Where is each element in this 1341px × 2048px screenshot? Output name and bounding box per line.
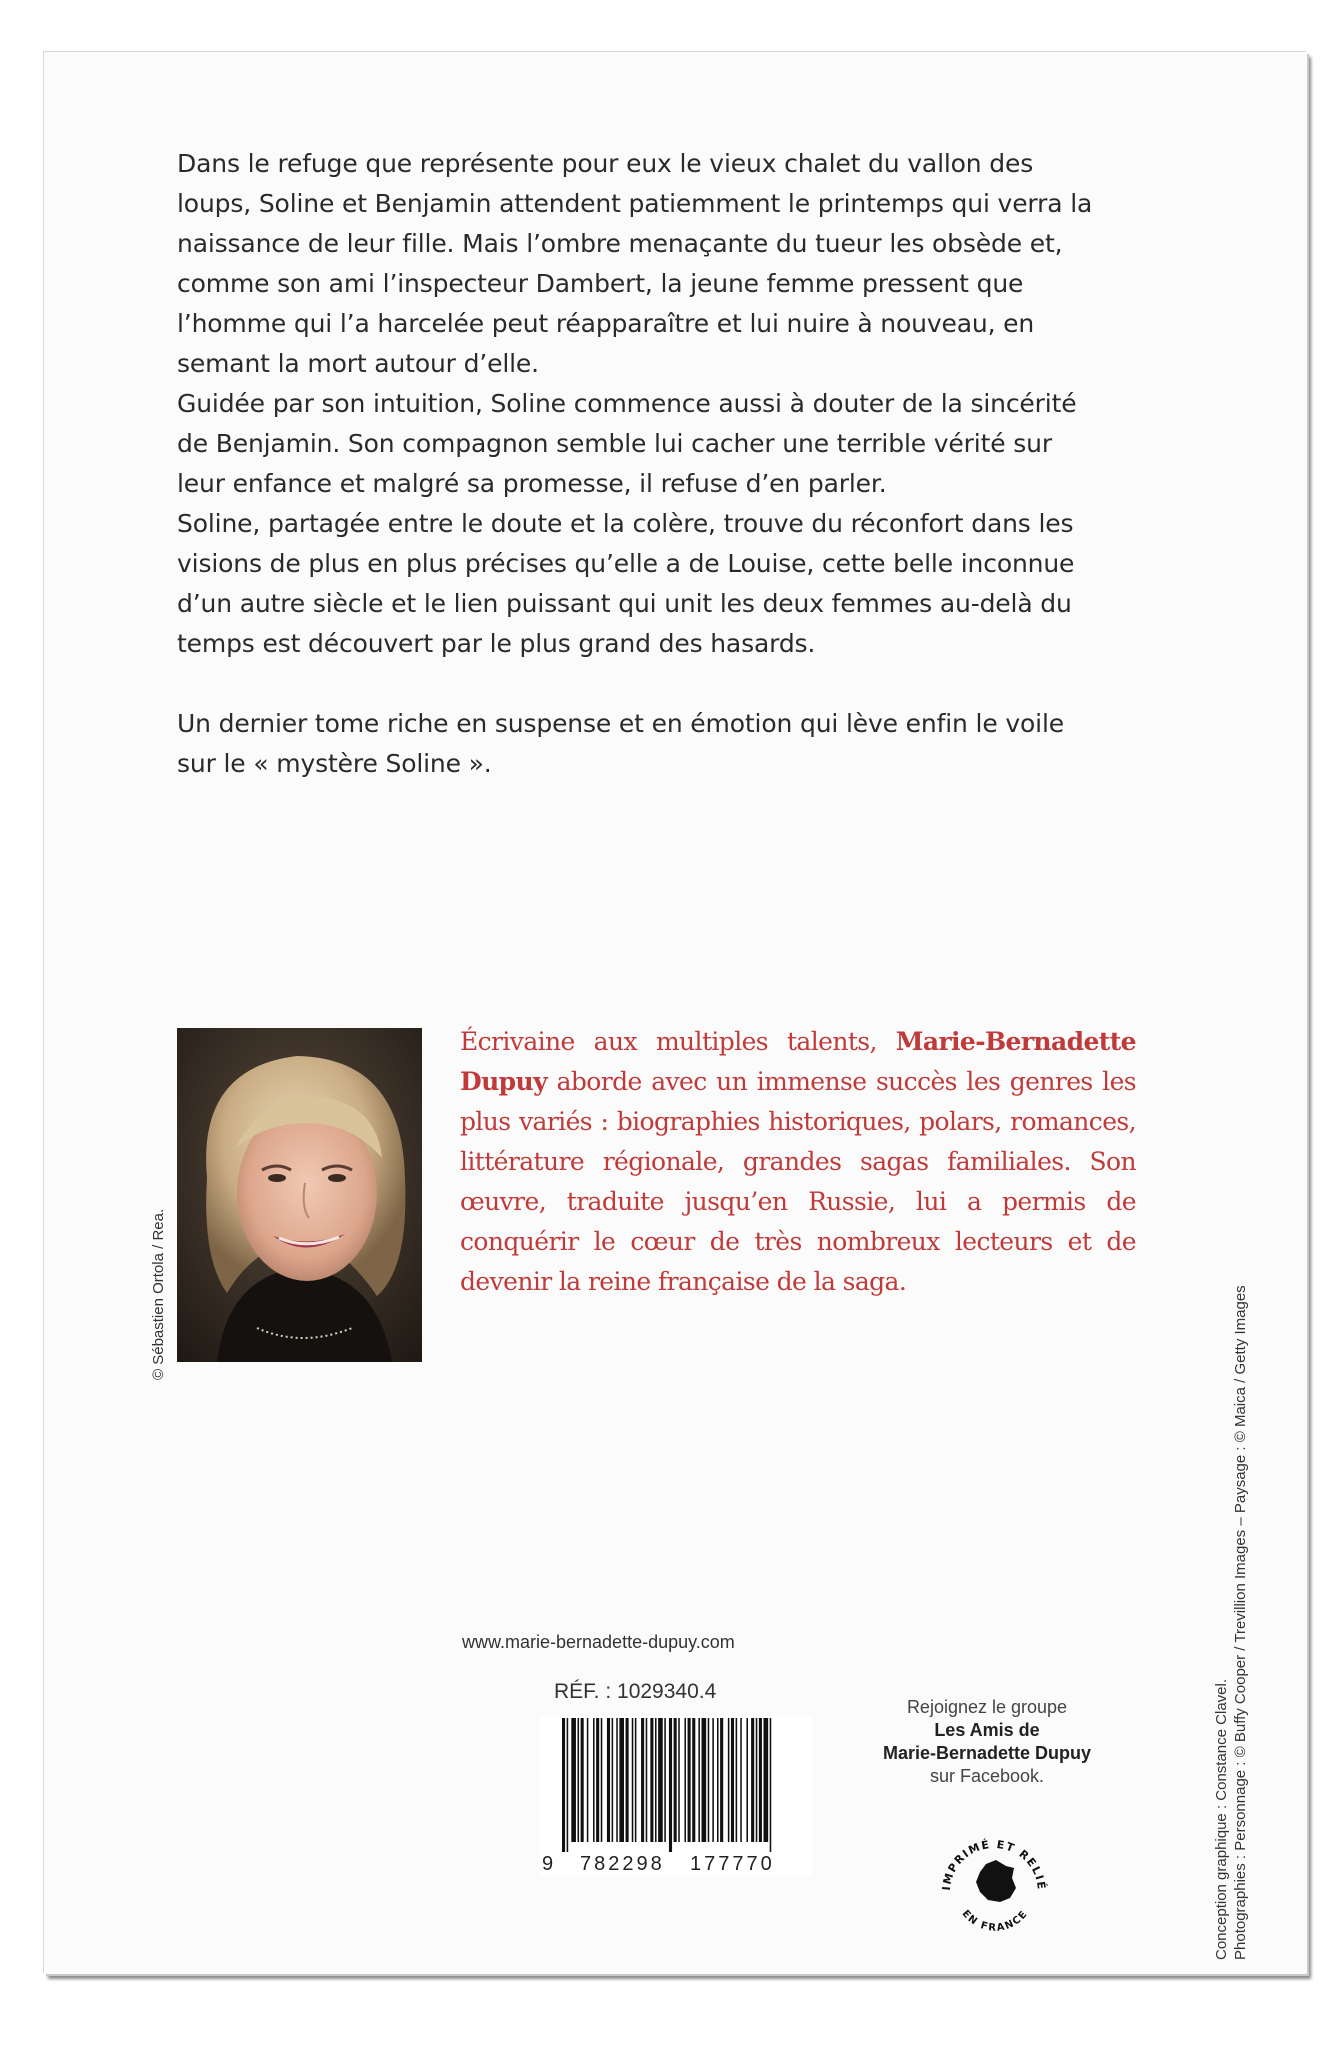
author-bio [460, 1022, 1136, 1302]
barcode-bar [578, 1718, 580, 1842]
barcode-bar [764, 1718, 769, 1842]
side-credits [1212, 1285, 1250, 1960]
france-map-icon [976, 1860, 1016, 1902]
barcode-bar [607, 1718, 610, 1842]
facebook-group [852, 1696, 1122, 1788]
barcode-digit-prefix: 9 [542, 1853, 554, 1875]
barcode-bars [540, 1716, 812, 1876]
bio-rest: aborde avec un immense succès les genres les plus variés : biographies historiques, polars, romances, littérature régionale, grandes sagas familiales. Son œuvre, traduite jusqu’en Russie, lui a permis de conquérir le cœur de très nombreux lecteurs et de devenir la reine française de la saga. [460, 1067, 1136, 1296]
barcode-bar [641, 1718, 644, 1842]
author-name: Marie-Bernadette Dupuy [460, 1027, 1136, 1096]
barcode-bar [619, 1718, 624, 1842]
credit-photos: Photographies : Personnage : © Buffy Cooper / Trevillion Images – Paysage : © Maica / Getty Images [1232, 1285, 1249, 1960]
barcode-bar [770, 1718, 772, 1852]
barcode-bar [593, 1718, 595, 1842]
barcode-bar [736, 1718, 738, 1842]
barcode-bar [731, 1718, 734, 1842]
barcode-bar [698, 1718, 700, 1842]
barcode-bar [655, 1718, 657, 1842]
barcode-digits-left: 782298 [580, 1853, 665, 1875]
barcode-bar [567, 1718, 569, 1852]
facebook-line-4: sur Facebook. [929, 1766, 1045, 1786]
barcode-bar [635, 1718, 637, 1842]
synopsis-paragraph-3: Soline, partagée entre le doute et la colère, trouve du réconfort dans les visions de plus en plus précises qu’elle a de Louise, cette belle inconnue d’un autre siècle et le lien puissant qui unit les deux femmes au-delà du temps est découvert par le plus grand des hasards. [177, 509, 1075, 658]
barcode-bar [612, 1718, 614, 1842]
barcode-bar [626, 1718, 629, 1842]
barcode-bar [616, 1718, 618, 1842]
bio-intro: Écrivaine aux multiples talents, [460, 1027, 896, 1056]
author-photo [177, 1028, 422, 1362]
barcode-bar [601, 1718, 603, 1842]
barcode-bar [759, 1718, 762, 1842]
barcode-digits-right: 177770 [690, 1853, 775, 1875]
synopsis-paragraph-1: Dans le refuge que représente pour eux le vieux chalet du vallon des loups, Soline et Benjamin attendent patiemment le printemps qui verra la naissance de leur fille. Mais l’ombre menaçante du tueur les obsède et, comme son ami l’inspecteur Dambert, la jeune femme pressent que l’homme qui l’a harcelée peut réapparaître et lui nuire à nouveau, en semant la mort autour d’elle. [177, 149, 1093, 378]
author-website: www.marie-bernadette-dupuy.com [462, 1632, 735, 1652]
barcode-bar [746, 1718, 748, 1842]
credit-design: Conception graphique : Constance Clavel. [1213, 1678, 1230, 1960]
barcode-bar [684, 1718, 686, 1842]
reference-number: RÉF. : 1029340.4 [554, 1680, 717, 1703]
barcode-bar [587, 1718, 589, 1842]
barcode-bar [658, 1718, 663, 1842]
barcode-bar [720, 1718, 723, 1842]
facebook-line-1: Rejoignez le groupe [906, 1697, 1068, 1717]
barcode-bar [646, 1718, 648, 1842]
facebook-line-3: Marie-Bernadette Dupuy [882, 1743, 1092, 1763]
barcode-bar [751, 1718, 754, 1842]
barcode-bar [740, 1718, 742, 1842]
synopsis-paragraph-2: Guidée par son intuition, Soline commence aussi à douter de la sincérité de Benjamin. Son compagnon semble lui cacher une terrible vérité sur leur enfance et malgré sa promesse, il refuse d’en parler. [177, 389, 1077, 498]
barcode-bar [708, 1718, 710, 1842]
barcode-bar [581, 1718, 584, 1842]
barcode-bar [717, 1718, 719, 1842]
barcode-bar [692, 1718, 695, 1842]
barcode-bar [712, 1718, 714, 1842]
barcode-bar [571, 1718, 576, 1842]
barcode-bar [596, 1718, 599, 1842]
barcode-bar [669, 1718, 672, 1852]
barcode-bar [562, 1718, 565, 1852]
photo-credit: © Sébastien Ortola / Rea. [150, 1208, 167, 1380]
facebook-line-2: Les Amis de [934, 1720, 1040, 1740]
barcode-bar [650, 1718, 653, 1842]
barcode-bar [702, 1718, 707, 1842]
barcode-bar [756, 1718, 758, 1842]
made-in-france-seal [930, 1822, 1058, 1950]
isbn-barcode [540, 1716, 812, 1876]
barcode-bar [728, 1718, 730, 1842]
barcode-bar [678, 1718, 680, 1842]
barcode-bar [632, 1718, 634, 1842]
seal-bottom-text: EN FRANCE [959, 1908, 1031, 1934]
barcode-bar [688, 1718, 691, 1842]
synopsis [177, 144, 1107, 784]
barcode-bar [664, 1718, 666, 1842]
synopsis-tagline: Un dernier tome riche en suspense et en émotion qui lève enfin le voile sur le « mystère Soline ». [177, 709, 1064, 778]
seal-top-text: IMPRIMÉ ET RELIÉ [939, 1837, 1049, 1892]
barcode-bar [674, 1718, 677, 1842]
